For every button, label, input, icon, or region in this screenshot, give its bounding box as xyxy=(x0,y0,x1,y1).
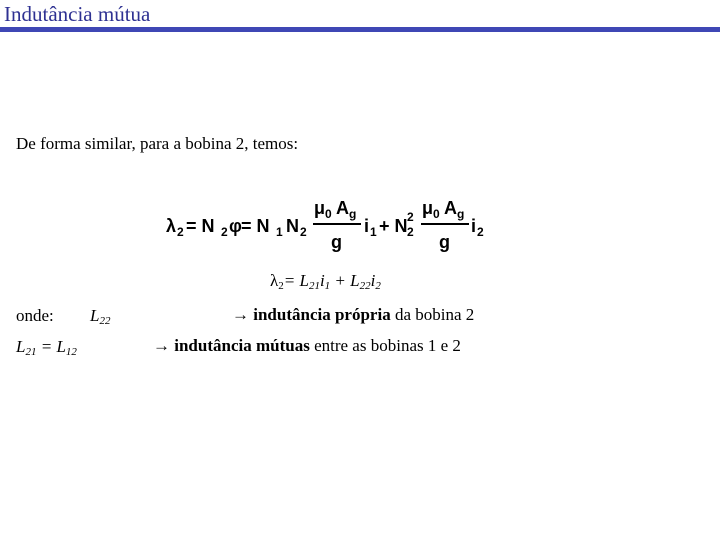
lambda-sub: 2 xyxy=(278,280,284,292)
formula-den-1: g xyxy=(331,232,342,252)
i2-symbol: i xyxy=(370,271,376,290)
l22-term-sub: 22 xyxy=(99,315,111,327)
formula-n2b-sup: 2 xyxy=(407,210,414,224)
formula-i2: i xyxy=(471,216,477,236)
formula-lambda: λ xyxy=(166,216,177,236)
i1-sub: 1 xyxy=(324,280,331,292)
l22-sub: 22 xyxy=(359,280,371,292)
fraction-bar-2 xyxy=(421,223,469,225)
formula-lambda-sub: 2 xyxy=(177,225,184,239)
formula-i1-sub: 1 xyxy=(370,225,377,239)
formula-phi: φ xyxy=(229,216,242,236)
page-title: Indutância mútua xyxy=(4,2,151,26)
formula-a-sub: g xyxy=(349,207,357,221)
formula-n2-sub: 2 xyxy=(221,225,228,239)
formula-i2-sub: 2 xyxy=(477,225,484,239)
intro-text: De forma similar, para a bobina 2, temos: xyxy=(16,134,299,153)
title-underline xyxy=(0,27,720,32)
formula-i1: i xyxy=(364,216,370,236)
formula-eq1: = N xyxy=(186,216,215,236)
formula-a: A xyxy=(336,198,349,218)
arrow-icon: → xyxy=(232,305,249,324)
self-inductance-desc xyxy=(232,305,474,325)
i1-symbol: i xyxy=(319,271,325,290)
formula-n1-sub: 1 xyxy=(276,225,283,239)
formula-n2b-sub: 2 xyxy=(300,225,307,239)
formula-n2: N xyxy=(286,216,299,236)
mutual-l21-sub: 21 xyxy=(25,346,37,358)
mutual-equality xyxy=(16,337,77,357)
mutual-inductance-rest: entre as bobinas 1 e 2 xyxy=(309,336,461,355)
formula-plus: + N xyxy=(379,216,408,236)
formula-a-2: A xyxy=(444,198,457,218)
arrow-icon-2: → xyxy=(153,336,170,355)
self-inductance-bold: indutância própria xyxy=(253,305,391,324)
lambda-equation xyxy=(270,271,381,291)
formula-mu-sub-2: 0 xyxy=(433,207,440,221)
l22-letter: L xyxy=(90,306,100,325)
fraction-bar-1 xyxy=(313,223,361,225)
formula-n2c-sub: 2 xyxy=(407,225,414,239)
mutual-l12: = L xyxy=(36,337,66,356)
l22-symbol: + L xyxy=(330,271,360,290)
formula-a-sub-2: g xyxy=(457,207,465,221)
formula-mu: μ xyxy=(314,198,326,218)
l21-symbol: = L xyxy=(283,271,309,290)
formula-eq2: = N xyxy=(241,216,270,236)
mutual-l21: L xyxy=(16,337,26,356)
onde-label: onde: xyxy=(16,306,54,325)
formula-den-2: g xyxy=(439,232,450,252)
formula-mu-sub: 0 xyxy=(325,207,332,221)
mutual-inductance-bold: indutância mútuas xyxy=(174,336,310,355)
formula-mu-2: μ xyxy=(422,198,434,218)
l21-sub: 21 xyxy=(308,280,320,292)
l22-term xyxy=(90,306,110,326)
self-inductance-rest: da bobina 2 xyxy=(390,305,475,324)
lambda-symbol: λ xyxy=(270,271,279,290)
mutual-l12-sub: 12 xyxy=(65,346,77,358)
i2-sub: 2 xyxy=(375,280,381,292)
mutual-inductance-desc xyxy=(153,336,461,356)
